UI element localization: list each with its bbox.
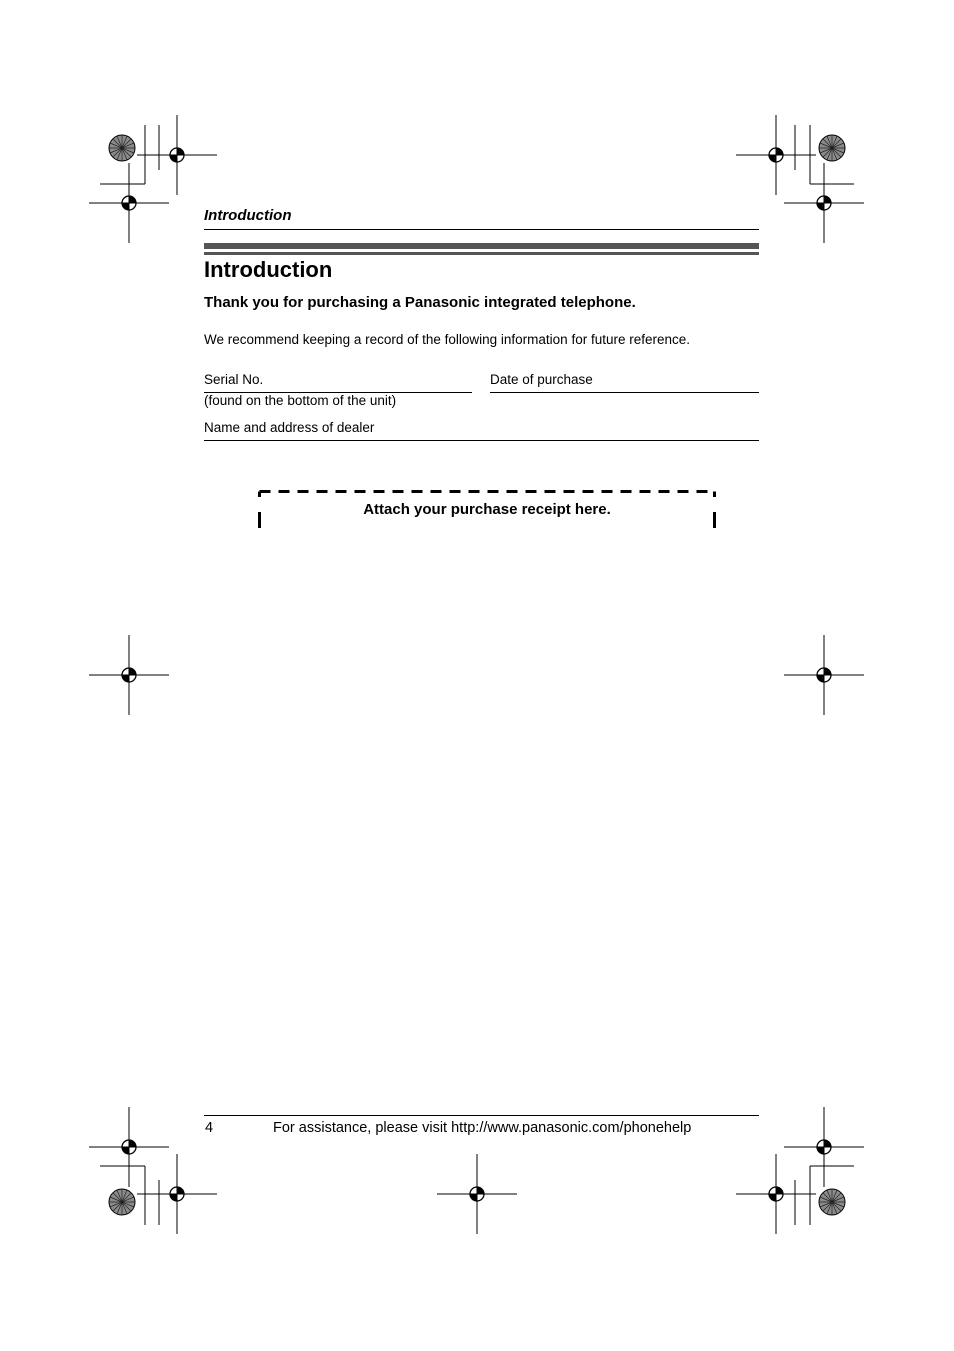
registration-mark-right-middle xyxy=(784,635,864,715)
registration-mark-left-lower xyxy=(89,1107,169,1187)
registration-mark-top-left xyxy=(137,115,217,195)
registration-mark-right-upper xyxy=(784,163,864,243)
heading-bar-top xyxy=(204,243,759,249)
registration-mark-bottom-left xyxy=(137,1154,217,1234)
page-title: Introduction xyxy=(204,257,333,282)
date-of-purchase-label: Date of purchase xyxy=(490,372,593,387)
thank-you-text: Thank you for purchasing a Panasonic integrated telephone. xyxy=(204,294,636,311)
registration-mark-left-middle xyxy=(89,635,169,715)
color-target-bottom-left xyxy=(109,1189,135,1215)
registration-mark-left-upper xyxy=(89,163,169,243)
header-rule xyxy=(204,229,759,230)
page-number: 4 xyxy=(205,1120,214,1136)
color-target-top-left xyxy=(109,135,135,161)
color-target-bottom-right xyxy=(819,1189,845,1215)
footer-rule xyxy=(204,1115,759,1116)
color-target-top-right xyxy=(819,135,845,161)
registration-mark-right-lower xyxy=(784,1107,864,1187)
recommendation-text: We recommend keeping a record of the following information for future reference. xyxy=(204,332,690,347)
registration-mark-bottom-right xyxy=(736,1154,816,1234)
registration-mark-bottom-center xyxy=(437,1154,517,1234)
footer-assistance-text: For assistance, please visit http://www.panasonic.com/phonehelp xyxy=(273,1120,692,1136)
receipt-attach-area xyxy=(258,490,716,528)
dealer-line xyxy=(204,440,759,441)
dealer-label: Name and address of dealer xyxy=(204,420,375,435)
running-head: Introduction xyxy=(204,207,292,224)
serial-number-note: (found on the bottom of the unit) xyxy=(204,393,397,408)
serial-number-label: Serial No. xyxy=(204,372,264,387)
receipt-instruction: Attach your purchase receipt here. xyxy=(363,501,611,518)
registration-mark-top-right xyxy=(736,115,816,195)
date-of-purchase-line xyxy=(490,392,759,393)
heading-bar-bottom xyxy=(204,252,759,255)
